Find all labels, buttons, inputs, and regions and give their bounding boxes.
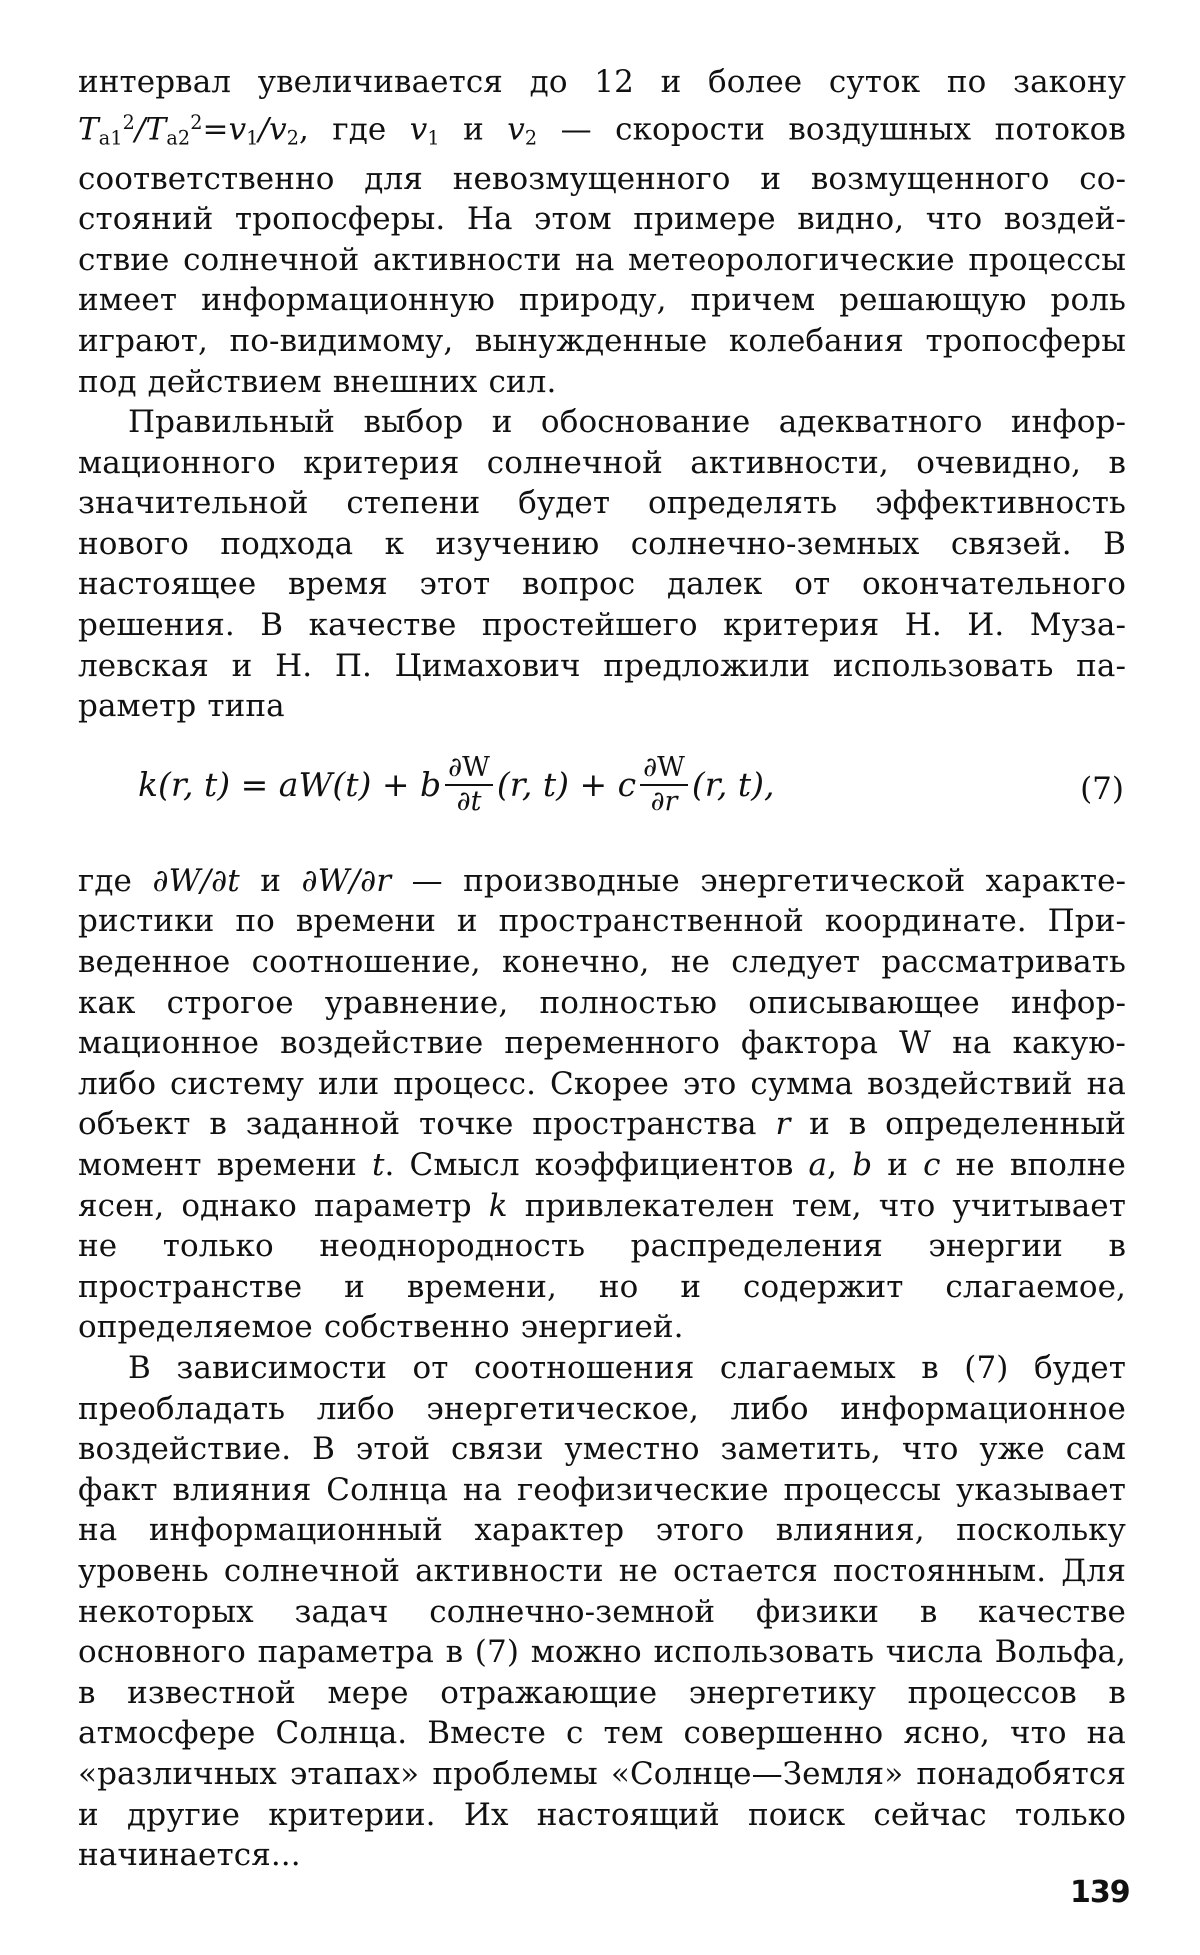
formula-args-2: (r, t), — [691, 765, 775, 805]
text-run: привлекателен тем, что учитывает не только неоднородность распределения энергии в пространстве и времени, но и содержит слагаемое, определяемое собственно энергией. — [78, 1187, 1126, 1346]
text-run: , где — [299, 111, 410, 148]
formula-lhs: k(r, t) — [138, 765, 231, 805]
math-symbol: c — [923, 1147, 941, 1184]
math-symbol: T — [78, 111, 99, 148]
text-run: и — [439, 111, 508, 148]
superscript: 2 — [190, 110, 203, 134]
text-run: где — [78, 862, 153, 899]
paragraph — [78, 402, 1126, 727]
text-run: , — [827, 1147, 853, 1184]
paragraph — [78, 1348, 1126, 1876]
text-run: и — [239, 862, 302, 899]
math-symbol: v — [269, 111, 287, 148]
formula-term-1: aW(t) — [278, 765, 372, 805]
formula-args-1: (r, t) — [496, 765, 570, 805]
superscript: 2 — [122, 110, 135, 134]
text-run: — производные энергетической характеристики по времени и пространственной координате. Приведенное соотношение, конечно, не следует рассматривать как строгое уравнение, полностью описывающее информационное воздействие переменного фактора W на какую-либо систему или процесс. Скорее это сумма воздействий на объект в заданной точке пространства — [78, 862, 1127, 1143]
equation-7 — [138, 753, 775, 817]
paragraph — [78, 62, 1126, 402]
text-run: = — [202, 111, 229, 148]
formula-fraction-dw-dt — [445, 753, 493, 817]
math-symbol: / — [258, 111, 270, 148]
fraction-numerator: ∂W — [640, 753, 688, 786]
math-symbol: v — [228, 111, 247, 148]
text-before-formula — [78, 62, 1126, 727]
text-run: не вполне ясен, однако параметр — [78, 1147, 1126, 1224]
math-symbol: k — [488, 1187, 508, 1224]
math-symbol: / — [134, 111, 146, 148]
text-run: интервал увеличивается до 12 и более суток по закону — [78, 64, 1126, 100]
text-run: и в определенный момент времени — [78, 1106, 1126, 1184]
paragraph — [78, 861, 1126, 1348]
math-symbol: ∂W/∂r — [301, 862, 392, 899]
subscript: a2 — [166, 125, 191, 149]
fraction-denominator: ∂t — [456, 785, 482, 817]
fraction-numerator: ∂W — [445, 753, 493, 786]
text-run: Правильный выбор и обоснование адекватного информационного критерия солнечной активности, очевидно, в значительной степени будет определять эффективность нового подхода к изучению солнечно-земных связей. В настоящее время этот вопрос далек от окончательного решения. В качестве простейшего критерия Н. И. Музалевская и Н. П. Цимахович предложили использовать параметр типа — [78, 404, 1126, 725]
math-symbol: t — [371, 1147, 385, 1184]
page-number: 139 — [1070, 1875, 1130, 1910]
math-symbol: a — [808, 1147, 828, 1184]
math-symbol: r — [775, 1106, 791, 1143]
formula-plus-1: + — [371, 765, 421, 805]
text-run: и — [872, 1147, 924, 1184]
page-body — [78, 62, 1126, 1876]
subscript: a1 — [98, 125, 123, 149]
equation-number: (7) — [1080, 770, 1124, 807]
math-symbol: v — [507, 111, 525, 148]
text-run: — скорости воздушных потоков соответственно для невозмущенного и возмущенного состояний тропосферы. На этом примере видно, что воздействие солнечной активности на метеорологические процессы имеет информационную природу, причем решающую роль играют, по-видимому, вынужденные колебания тропосферы под действием внешних сил. — [78, 111, 1126, 400]
equation-row — [78, 735, 1126, 853]
math-symbol: T — [145, 111, 167, 148]
text-run: В зависимости от соотношения слагаемых в (7) будет преобладать либо энергетическое, либо информационное воздействие. В этой связи уместно заметить, что уже сам факт влияния Солнца на геофизические процессы указывает на информационный характер этого влияния, поскольку уровень солнечной активности не остается постоянным. Для некоторых задач солнечно-земной физики в качестве основного параметра в (7) можно использовать числа Вольфа, в известной мере отражающие энергетику процессов в атмосфере Солнца. Вместе с тем совершенно ясно, что на «различных этапах» проблемы «Солнце—Земля» понадобятся и другие критерии. Их настоящий поиск сейчас только начинается... — [78, 1349, 1126, 1874]
formula-plus-2: + — [569, 765, 618, 805]
formula-coef-b: b — [420, 765, 442, 805]
math-symbol: v — [409, 111, 428, 148]
math-symbol: b — [852, 1147, 873, 1184]
subscript: 1 — [246, 125, 259, 149]
subscript: 2 — [524, 125, 538, 149]
subscript: 2 — [286, 125, 300, 149]
math-symbol: ∂W/∂t — [152, 862, 240, 899]
text-run: . Смысл коэффициентов — [384, 1147, 809, 1184]
fraction-denominator: ∂r — [650, 785, 678, 817]
formula-fraction-dw-dr — [640, 753, 688, 817]
formula-coef-c: c — [617, 765, 637, 805]
subscript: 1 — [427, 125, 440, 149]
formula-equals: = — [230, 765, 279, 805]
text-after-formula — [78, 861, 1126, 1876]
